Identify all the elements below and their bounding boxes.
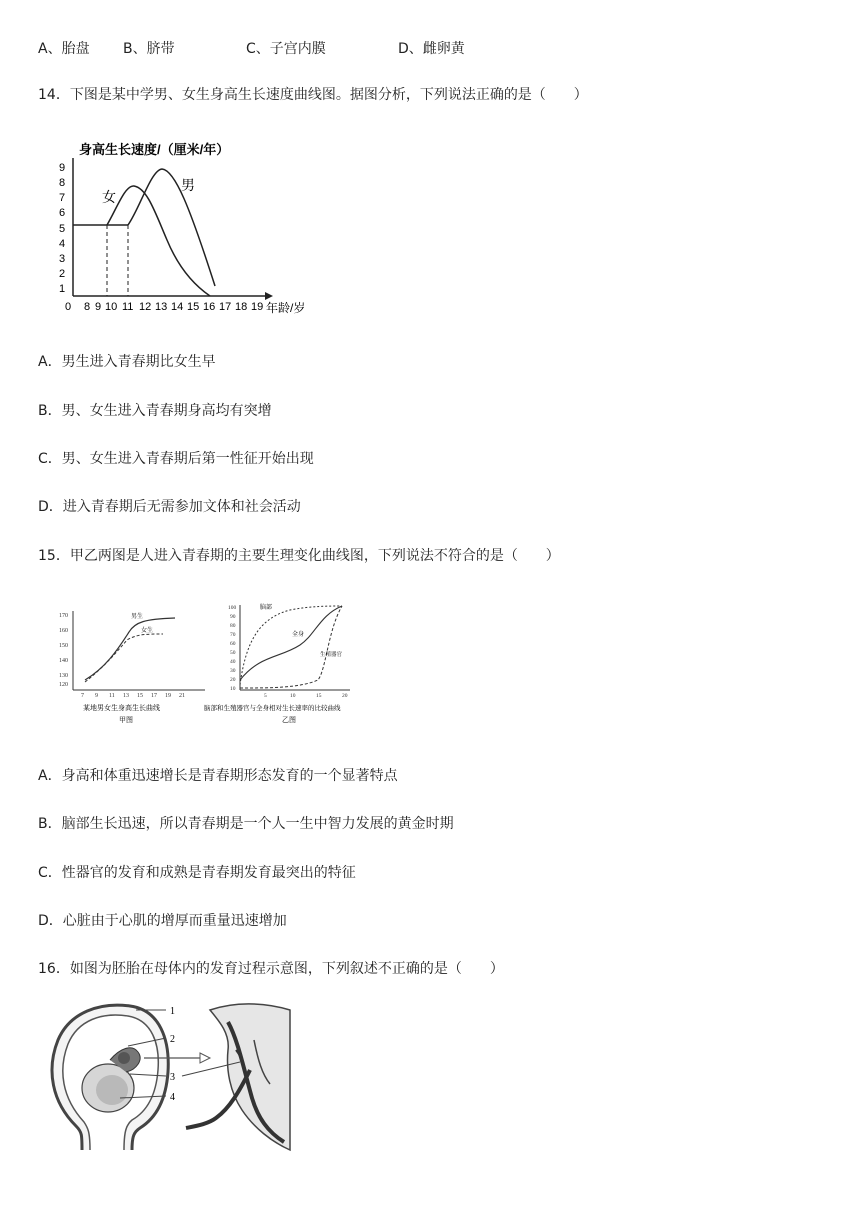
svg-text:7: 7 [81,693,84,699]
svg-text:120: 120 [59,682,68,688]
label-3: 3 [170,1072,175,1083]
svg-text:10: 10 [105,301,118,313]
svg-text:20: 20 [342,693,348,699]
svg-text:7: 7 [59,192,66,204]
q15-yi-sub: 乙图 [282,716,296,724]
svg-text:16: 16 [203,301,216,313]
q13-option-d: D、雌卵黄 [398,41,465,57]
svg-text:19: 19 [251,301,264,313]
svg-text:6: 6 [59,207,66,219]
svg-text:0: 0 [65,301,72,313]
male-label: 男 [181,177,195,193]
svg-text:4: 4 [59,238,66,250]
svg-text:8: 8 [84,301,91,313]
q15-option-b: B．脑部生长迅速，所以青春期是一个人一生中智力发展的黄金时期 [38,816,454,832]
svg-text:17: 17 [151,693,157,699]
q14-ylabel: 身高生长速度/（厘米/年） [79,142,230,157]
svg-text:9: 9 [95,693,98,699]
svg-text:40: 40 [230,659,236,665]
svg-text:3: 3 [59,253,66,265]
svg-text:9: 9 [95,301,102,313]
q15-stem: 15．甲乙两图是人进入青春期的主要生理变化曲线图，下列说法不符合的是（ ） [38,548,560,564]
q15-option-a: A．身高和体重迅速增长是青春期形态发育的一个显著特点 [38,768,398,784]
q15-option-d: D．心脏由于心肌的增厚而重量迅速增加 [38,913,287,929]
q15-yi-caption: 脑部和生殖器官与全身相对生长速率的比较曲线 [204,705,341,712]
svg-text:全身: 全身 [292,632,305,638]
q15-jia-sub: 甲图 [119,716,133,724]
svg-text:8: 8 [59,177,66,189]
svg-text:15: 15 [137,693,143,699]
svg-text:5: 5 [264,693,267,699]
svg-text:20: 20 [230,677,236,683]
svg-text:生殖器官: 生殖器官 [320,652,343,658]
svg-text:12: 12 [139,301,152,313]
svg-text:160: 160 [59,628,68,634]
svg-text:11: 11 [109,693,115,699]
q14-option-b: B．男、女生进入青春期身高均有突增 [38,403,272,419]
svg-text:140: 140 [59,658,68,664]
svg-text:80: 80 [230,623,236,629]
svg-text:5: 5 [59,223,66,235]
svg-text:50: 50 [230,650,236,656]
q15-option-c: C．性器官的发育和成熟是青春期发育最突出的特征 [38,865,356,881]
svg-text:脑部: 脑部 [260,605,273,611]
q16-embryo-diagram [40,1000,302,1152]
svg-text:11: 11 [122,301,134,313]
q14-growth-speed-chart [55,128,325,323]
svg-text:30: 30 [230,668,236,674]
q14-option-d: D．进入青春期后无需参加文体和社会活动 [38,499,301,515]
svg-text:1: 1 [59,283,66,295]
q13-option-b: B、脐带 [123,41,175,57]
label-4: 4 [170,1092,175,1103]
svg-text:13: 13 [123,693,129,699]
q14-stem: 14．下图是某中学男、女生身高生长速度曲线图。据图分析，下列说法正确的是（ ） [38,87,588,103]
q13-option-a: A、胎盘 [38,41,90,57]
svg-text:女生: 女生 [141,628,154,634]
q15-jia-caption: 某地男女生身高生长曲线 [83,704,160,712]
label-2: 2 [170,1034,175,1045]
svg-text:130: 130 [59,673,68,679]
svg-text:15: 15 [187,301,200,313]
q15-figure-jia [45,606,215,731]
q13-option-c: C、子宫内膜 [246,41,326,57]
svg-text:100: 100 [228,605,237,611]
svg-text:170: 170 [59,613,68,619]
svg-text:14: 14 [171,301,184,313]
svg-text:90: 90 [230,614,236,620]
svg-text:13: 13 [155,301,168,313]
svg-text:19: 19 [165,693,171,699]
female-label: 女 [102,189,116,205]
svg-text:10: 10 [230,686,236,692]
svg-text:21: 21 [179,693,185,699]
svg-text:150: 150 [59,643,68,649]
svg-text:17: 17 [219,301,232,313]
svg-text:男生: 男生 [131,614,144,620]
label-1: 1 [170,1006,175,1017]
q15-figure-yi [200,600,395,730]
q14-option-a: A．男生进入青春期比女生早 [38,354,216,370]
svg-text:2: 2 [59,268,66,280]
svg-text:15: 15 [316,693,322,699]
svg-text:9: 9 [59,162,66,174]
svg-text:60: 60 [230,641,236,647]
svg-text:10: 10 [290,693,296,699]
q16-stem: 16．如图为胚胎在母体内的发育过程示意图，下列叙述不正确的是（ ） [38,961,504,977]
q14-option-c: C．男、女生进入青春期后第一性征开始出现 [38,451,314,467]
svg-text:70: 70 [230,632,236,638]
q14-xlabel: 年龄/岁 [266,301,306,315]
svg-text:18: 18 [235,301,248,313]
